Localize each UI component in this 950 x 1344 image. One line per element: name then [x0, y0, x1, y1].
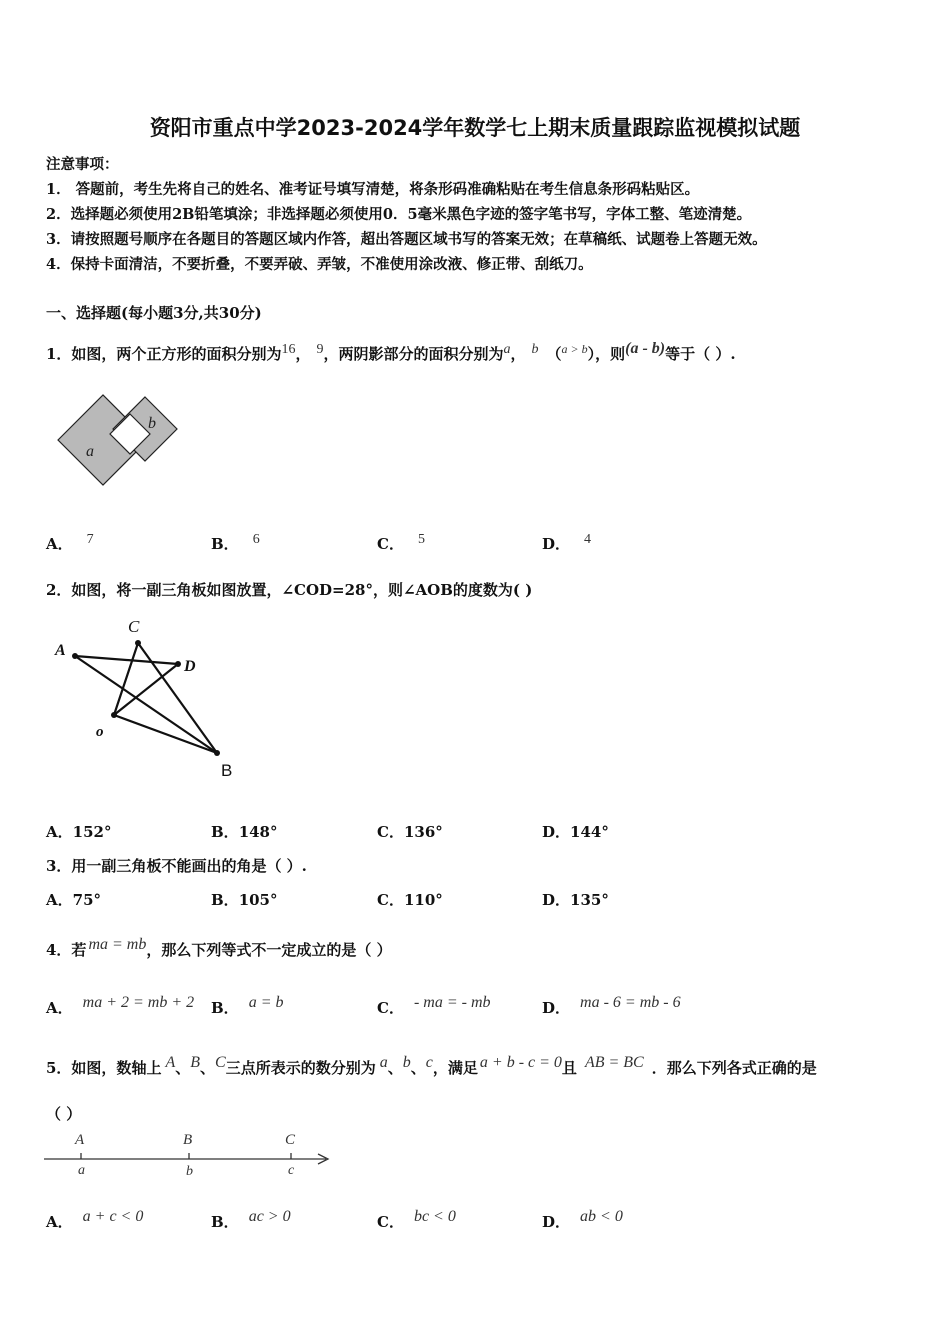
q3-option-c[interactable]: C．110° — [377, 891, 443, 909]
q4-option-c[interactable]: C． $^{- ma = - mb}$ — [377, 994, 491, 1017]
q2-fig-label-c: C — [128, 617, 140, 636]
number-line-value-a: a — [78, 1163, 85, 1178]
number-line-label-c-point: C — [285, 1132, 296, 1148]
q3-stem: 3．用一副三角板不能画出的角是（ ）. — [46, 857, 307, 875]
q1-option-a[interactable]: A． $^7$ — [46, 532, 94, 553]
notice-heading: 注意事项： — [46, 156, 119, 173]
q3-option-d[interactable]: D．135° — [542, 891, 609, 909]
q5-stem: 5．如图，数轴上 $^A$、$^B$、$^C$三点所表示的数分别为 $^a$、$^b$、$^c$，满足 $^{a + b - c = 0}$且 $^{AB = BC}$ ．那么下列各式正确的是 — [46, 1054, 817, 1077]
q1-value-9: 9 — [316, 342, 324, 357]
q2-option-a[interactable]: A．152° — [46, 823, 112, 841]
q4-condition: ma = mb — [88, 936, 147, 953]
q2-triangles-figure — [50, 612, 250, 782]
number-line-label-a-point: A — [75, 1132, 85, 1148]
q5-number-line — [44, 1128, 334, 1180]
q1-var-b: b — [531, 342, 539, 357]
q1-stem: 1．如图，两个正方形的面积分别为$^{16}$， $^9$，两阴影部分的面积分别为$^a$， $^b$ （$^{a > b}$），则$^{(a - b)}$等于（ ）. — [46, 340, 736, 363]
q1-expression: (a - b) — [625, 340, 666, 357]
q2-option-c[interactable]: C．136° — [377, 823, 443, 841]
q1-option-d[interactable]: D． $^4$ — [542, 532, 592, 553]
q5-condition-2: AB = BC — [584, 1054, 644, 1071]
q1-condition: a > b — [561, 342, 588, 356]
number-line-value-b: b — [186, 1164, 193, 1179]
q1-fig-label-b: b — [148, 415, 156, 432]
q1-value-16: 16 — [281, 342, 296, 357]
q2-option-b[interactable]: B．148° — [211, 823, 278, 841]
q3-option-a[interactable]: A．75° — [46, 891, 102, 909]
q1-var-a: a — [503, 342, 511, 357]
notice-item: 4．保持卡面清洁，不要折叠，不要弄破、弄皱，不准使用涂改液、修正带、刮纸刀。 — [46, 256, 593, 273]
q1-fig-label-a: a — [86, 443, 94, 460]
q1-option-c[interactable]: C． $^5$ — [377, 532, 425, 553]
q5-option-a[interactable]: A． $^{a + c < 0}$ — [46, 1208, 144, 1231]
page-title: 资阳市重点中学2023-2024学年数学七上期末质量跟踪监视模拟试题 — [149, 116, 801, 140]
q1-squares-figure — [55, 390, 185, 490]
notice-item: 2．选择题必须使用2B铅笔填涂；非选择题必须使用0．5毫米黑色字迹的签字笔书写，字体工整、笔迹清楚。 — [46, 206, 752, 223]
notice-item: 1． 答题前，考生先将自己的姓名、准考证号填写清楚，将条形码准确粘贴在考生信息条形码粘贴区。 — [46, 181, 700, 198]
number-line-label-b-point: B — [183, 1132, 193, 1148]
q4-option-a[interactable]: A． $^{ma + 2 = mb + 2}$ — [46, 994, 195, 1017]
q4-stem: 4．若 $^{ma = mb}$，那么下列等式不一定成立的是（ ） — [46, 936, 392, 959]
number-line-value-c: c — [288, 1163, 295, 1178]
q2-fig-label-a: A — [55, 642, 66, 659]
q5-option-b[interactable]: B． $^{ac > 0}$ — [211, 1208, 291, 1231]
q4-option-d[interactable]: D． $^{ma - 6 = mb - 6}$ — [542, 994, 681, 1017]
q2-fig-label-d: D — [184, 658, 196, 675]
q1-option-b[interactable]: B． $^6$ — [211, 532, 260, 553]
section-heading: 一、选择题(每小题3分,共30分) — [46, 304, 262, 322]
q5-condition-1: a + b - c = 0 — [479, 1054, 562, 1071]
q5-option-c[interactable]: C． $^{bc < 0}$ — [377, 1208, 456, 1231]
notice-item: 3．请按照题号顺序在各题目的答题区域内作答，超出答题区域书写的答案无效；在草稿纸、试题卷上答题无效。 — [46, 231, 767, 248]
q2-fig-label-b: B — [221, 761, 233, 780]
q5-answer-paren: （ ） — [46, 1105, 82, 1123]
q5-option-d[interactable]: D． $^{ab < 0}$ — [542, 1208, 623, 1231]
q2-option-d[interactable]: D．144° — [542, 823, 609, 841]
q3-option-b[interactable]: B．105° — [211, 891, 278, 909]
q2-stem: 2．如图，将一副三角板如图放置，∠COD=28°，则∠AOB的度数为( ) — [46, 581, 533, 599]
q4-option-b[interactable]: B． $^{a = b}$ — [211, 994, 284, 1017]
q2-fig-label-o: o — [96, 724, 104, 740]
